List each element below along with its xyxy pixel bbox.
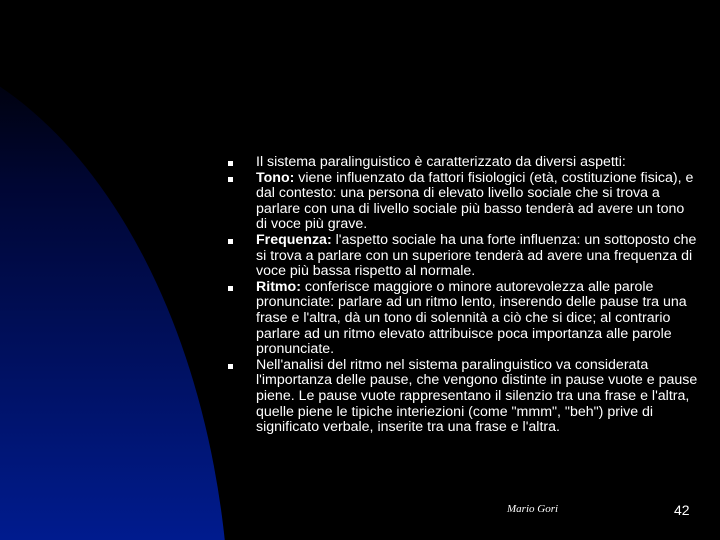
footer-author: Mario Gori bbox=[507, 503, 559, 515]
bullet-item-frequenza bbox=[228, 233, 698, 280]
bullet-item-intro bbox=[228, 155, 698, 171]
bullet-text: l'aspetto sociale ha una forte influenza: un sottoposto che si trova a parlare con un superiore tenderà ad avere una frequenza di voce più bassa rispetto al normale. bbox=[256, 231, 697, 280]
bullet-text: conferisce maggiore o minore autorevolezza alle parole pronunciate: parlare ad un ritmo lento, inserendo delle pause tra una frase e l'altra, dà un tono di solennità a ciò che si dice; al contrario parlare ad un ritmo elevato attribuisce poca importanza alle parole pronunciate. bbox=[256, 278, 687, 358]
square-bullet-icon bbox=[228, 161, 233, 166]
square-bullet-icon bbox=[228, 364, 233, 369]
slide-body bbox=[228, 155, 698, 436]
bullet-item-tono bbox=[228, 171, 698, 233]
bullet-item-ritmo bbox=[228, 280, 698, 358]
page-number: 42 bbox=[674, 502, 690, 518]
bullet-text: viene influenzato da fattori fisiologici (età, costituzione fisica), e dal contesto: una persona di elevato livello sociale che si trova a parlare con una di livello sociale più basso tenderà ad avere un tono di voce più grave. bbox=[256, 169, 694, 233]
square-bullet-icon bbox=[228, 286, 233, 291]
square-bullet-icon bbox=[228, 177, 233, 182]
square-bullet-icon bbox=[228, 239, 233, 244]
bullet-text: Nell'analisi del ritmo nel sistema paralinguistico va considerata l'importanza delle pause, che vengono distinte in pause vuote e pause piene. Le pause vuote rappresentano il silenzio tra una frase e l'altra, quelle piene le tipiche interiezioni (come "mmm", "beh") prive di significato verbale, inserite tra una frase e l'altra. bbox=[256, 356, 698, 436]
blue-gradient-arc bbox=[0, 40, 230, 540]
bullet-item-pause bbox=[228, 358, 698, 436]
bullet-text: Il sistema paralinguistico è caratterizzato da diversi aspetti: bbox=[256, 154, 626, 170]
bullet-list bbox=[228, 155, 698, 436]
bullet-term: Tono: bbox=[256, 169, 295, 186]
bullet-term: Ritmo: bbox=[256, 278, 301, 295]
bullet-term: Frequenza: bbox=[256, 231, 332, 248]
